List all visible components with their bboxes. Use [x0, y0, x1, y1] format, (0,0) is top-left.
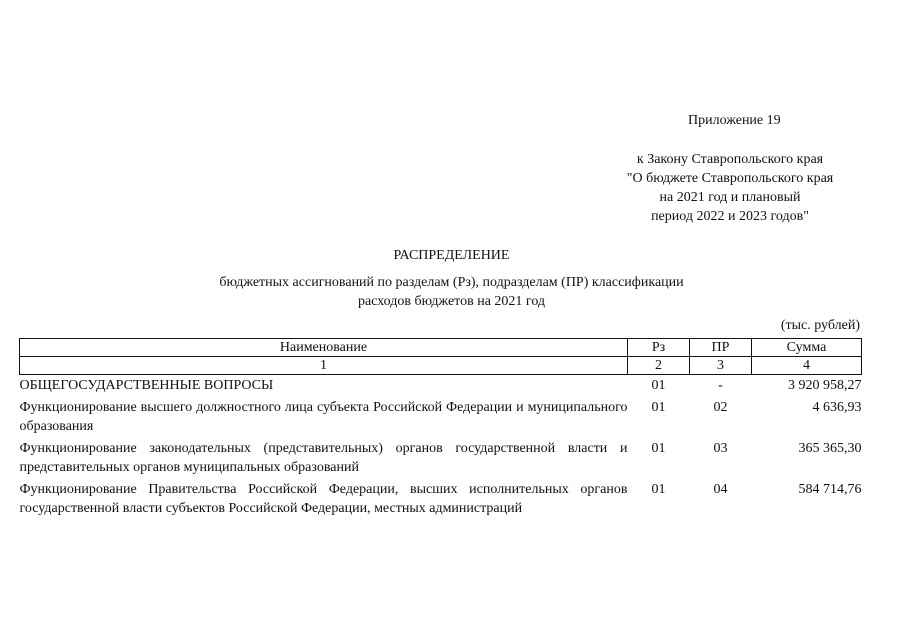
- table-row: [20, 397, 862, 438]
- law-line: период 2022 и 2023 годов": [651, 209, 809, 224]
- row-sum: 4 636,93: [812, 400, 862, 415]
- law-line: "О бюджете Ставропольского края: [626, 171, 834, 186]
- row-sum: 584 714,76: [798, 482, 862, 497]
- table-row: [20, 375, 862, 398]
- table-index-row: [20, 357, 862, 375]
- table-row: [20, 479, 862, 520]
- row-name: Функционирование Правительства Российской Федерации, высших исполнительных органов государственной власти субъектов Российской Федерации, местных администраций: [19, 482, 628, 516]
- law-line: к Закону Ставропольского края: [636, 152, 824, 167]
- column-header-pr: ПР: [690, 339, 752, 357]
- units-label: (тыс. рублей): [780, 318, 860, 333]
- row-sum: 3 920 958,27: [788, 378, 862, 393]
- column-index: 1: [20, 357, 628, 375]
- budget-table: [19, 338, 862, 520]
- document-subtitle-line-1: бюджетных ассигнований по разделам (Рз), подразделам (ПР) классификации: [219, 275, 684, 290]
- column-index: 4: [752, 357, 862, 375]
- row-name: Функционирование законодательных (представительных) органов государственной власти и представительных органов муниципальных образований: [19, 441, 628, 475]
- column-index: 3: [690, 357, 752, 375]
- appendix-title: Приложение 19: [688, 113, 781, 128]
- row-rz: 01: [651, 400, 666, 415]
- row-rz: 01: [651, 441, 666, 456]
- column-index: 2: [628, 357, 690, 375]
- table-header-row: [20, 339, 862, 357]
- row-rz: 01: [651, 482, 666, 497]
- row-rz: 01: [651, 378, 666, 393]
- column-header-sum: Сумма: [752, 339, 862, 357]
- document-subtitle-line-2: расходов бюджетов на 2021 год: [357, 294, 546, 309]
- row-sum: 365 365,30: [798, 441, 862, 456]
- column-header-name: Наименование: [20, 339, 628, 357]
- row-pr: 02: [713, 400, 728, 415]
- document-title: РАСПРЕДЕЛЕНИЕ: [393, 248, 510, 263]
- row-pr: -: [718, 378, 723, 393]
- row-pr: 03: [713, 441, 728, 456]
- law-line: на 2021 год и плановый: [659, 190, 801, 205]
- row-pr: 04: [713, 482, 728, 497]
- table-row: [20, 438, 862, 479]
- law-reference: [600, 150, 860, 226]
- row-name: ОБЩЕГОСУДАРСТВЕННЫЕ ВОПРОСЫ: [19, 378, 274, 393]
- row-name: Функционирование высшего должностного лица субъекта Российской Федерации и муниципального образования: [19, 400, 628, 434]
- column-header-rz: Рз: [628, 339, 690, 357]
